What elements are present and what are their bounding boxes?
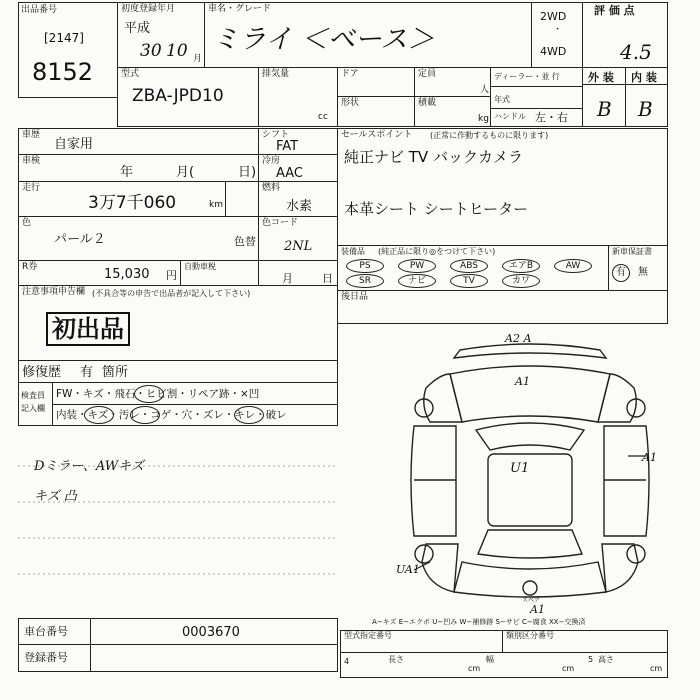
capacity-label: 定員 <box>418 69 437 79</box>
inspection-label: 車検 <box>22 156 41 166</box>
color-change-label: 色替 <box>234 235 256 248</box>
model-year-label: 年式 <box>494 95 510 104</box>
warranty-yes: 有 <box>616 267 626 278</box>
repair-value: 有 <box>80 365 94 380</box>
month-unit: 月 <box>193 54 203 64</box>
reg-year: 30 <box>140 41 162 61</box>
sales-point-note: (正常に作動するものに限ります) <box>430 131 549 140</box>
reg-month: 10 <box>166 41 188 61</box>
equipment-note: (純正品に限り◎をつけて下さい) <box>378 247 496 256</box>
ruled-lines <box>18 428 348 608</box>
color-label: 色 <box>22 218 32 228</box>
exterior-grade: B <box>597 97 612 121</box>
eval-label: 評 価 点 <box>594 4 635 17</box>
equipment-item-label: SR <box>359 276 371 286</box>
recycle-label: R券 <box>22 262 38 272</box>
aircon-value: AAC <box>276 166 303 181</box>
capacity-unit: 人 <box>480 85 490 95</box>
dealer-label: ディーラー・並 行 <box>494 72 560 81</box>
mark-right: A1 <box>642 451 657 464</box>
fuel-value: 水素 <box>286 199 313 214</box>
legend: A−キズ E−エクボ U−凹み W−補修跡 S−サビ C−腐食 XX−交換済 <box>372 618 586 626</box>
equipment-item <box>398 274 436 288</box>
rear-item-box <box>337 290 668 324</box>
aircon-label: 冷房 <box>262 156 281 166</box>
displacement-label: 排気量 <box>262 69 290 79</box>
declaration-note: (不具合等の申告で出品者が記入して下さい) <box>92 289 251 298</box>
first-listing-stamp: 初出品 <box>46 312 130 346</box>
model-spec-label: 型式指定番号 <box>344 631 392 640</box>
model-code: ZBA-JPD10 <box>132 86 224 106</box>
num4: 4 <box>344 657 350 666</box>
mark-left: UA1 <box>396 563 420 576</box>
reg-no-label: 登録番号 <box>24 651 68 664</box>
rear-item-label: 後日品 <box>341 292 369 302</box>
tax-month: 月 <box>282 272 293 285</box>
lot-number: 8152 <box>32 58 94 86</box>
equipment-item <box>502 274 540 288</box>
drive-dot: ・ <box>553 25 563 35</box>
equipment-item <box>554 259 592 273</box>
equipment-item <box>346 274 384 288</box>
declaration-label: 注意事項申告欄 <box>22 287 86 297</box>
repair-label: 修復歴 <box>22 365 62 380</box>
tax-label: 自動車税 <box>184 262 216 271</box>
recycle-unit: 円 <box>166 269 177 282</box>
width-cm: cm <box>562 664 575 673</box>
inspection-day: 日) <box>238 165 257 180</box>
equipment-item-label: AW <box>565 261 581 271</box>
spare-label: スペア <box>522 597 541 604</box>
equipment-item-label: TV <box>463 276 475 286</box>
drive-2wd: 2WD <box>540 10 567 23</box>
interior-items: 内装・キズ・汚レ・コゲ・穴・ズレ・キレ・破レ <box>56 409 287 421</box>
class-label: 類別区分番号 <box>506 631 554 640</box>
warranty-no: 無 <box>638 267 648 278</box>
mileage-unit: km <box>209 200 223 210</box>
equipment-item-label: ABS <box>460 261 478 271</box>
fuel-label: 燃料 <box>262 183 281 193</box>
handwritten-note-1: Dミラー、AWキズ <box>34 459 144 474</box>
sales-point-box <box>337 128 668 246</box>
sales-line-2: 本革シート シートヒーター <box>344 200 529 218</box>
inspection-month: 月( <box>176 165 195 180</box>
equipment-item <box>398 259 436 273</box>
equipment-item <box>502 259 540 273</box>
cc-unit: cc <box>318 112 328 122</box>
equipment-item <box>346 259 384 273</box>
chassis-value: 0003670 <box>182 625 240 640</box>
entry-label: 記入欄 <box>21 404 45 413</box>
color-code-label: 色コード <box>262 218 299 228</box>
circled-stain <box>130 406 160 424</box>
usage-label: 車歴 <box>22 130 41 140</box>
doors-label: ドア <box>341 69 359 79</box>
height-label: 高さ <box>598 655 614 664</box>
exterior-label: 外 装 <box>588 71 614 84</box>
equipment-item-label: エアB <box>508 261 534 271</box>
inspector-items: FW・キズ・飛石・ヒビ割・リペア跡・×凹 <box>56 388 260 400</box>
equipment-label: 装備品 <box>341 247 365 256</box>
handle-label: ハンドル <box>494 112 526 121</box>
era: 平成 <box>124 21 151 36</box>
circled-slip <box>234 406 264 424</box>
sales-line-1: 純正ナビ TV バックカメラ <box>344 148 523 166</box>
length-cm: cm <box>468 664 481 673</box>
height-cm: cm <box>650 664 663 673</box>
color-value: パール２ <box>54 232 106 247</box>
mark-roof: U1 <box>510 461 530 476</box>
handle-lr: 左・右 <box>535 111 568 124</box>
equipment-item <box>450 274 488 288</box>
mark-bottom: A1 <box>530 603 545 616</box>
drive-4wd: 4WD <box>540 45 567 58</box>
car-grade-label: 車名・グレード <box>208 4 272 14</box>
circled-chip <box>134 385 164 403</box>
car-damage-diagram <box>400 330 660 610</box>
handwritten-note-2: キズ 凸 <box>34 489 77 504</box>
interior-grade: B <box>638 97 653 121</box>
mark-hood: A1 <box>515 375 530 388</box>
repair-location: 箇所 <box>102 365 129 380</box>
shift-value: FAT <box>276 139 299 154</box>
lot-bracket: [2147] <box>44 31 84 45</box>
mileage-label: 走行 <box>22 183 41 193</box>
num5: 5 <box>588 655 594 664</box>
lot-label: 出品番号 <box>21 5 58 15</box>
equipment-item-label: ナビ <box>407 276 427 286</box>
circled-scratch <box>84 406 114 424</box>
inspector-label: 検査員 <box>21 391 45 400</box>
shift-label: シフト <box>262 130 290 140</box>
mark-top: A2 A <box>505 332 532 345</box>
model-label: 型式 <box>121 69 140 79</box>
load-unit: kg <box>478 114 489 124</box>
recycle-value: 15,030 <box>104 267 150 282</box>
tax-day: 日 <box>322 272 333 285</box>
color-code-value: 2NL <box>284 239 313 254</box>
chassis-label: 車台番号 <box>24 625 68 638</box>
first-reg-label: 初度登録年月 <box>121 4 176 14</box>
usage-value: 自家用 <box>54 137 94 152</box>
interior-label: 内 装 <box>631 71 657 84</box>
equipment-item-label: PS <box>359 261 371 271</box>
equipment-item-label: カワ <box>511 276 531 286</box>
warranty-label: 新車保証書 <box>612 247 652 256</box>
eval-score: 4.5 <box>620 40 652 64</box>
inspection-year: 年 <box>120 165 134 180</box>
car-name: ミライ ＜ベース＞ <box>212 24 435 55</box>
load-label: 積載 <box>418 98 437 108</box>
width-label: 幅 <box>486 655 494 664</box>
shape-label: 形状 <box>341 98 360 108</box>
equipment-item-label: PW <box>409 261 425 271</box>
equipment-item <box>450 259 488 273</box>
sales-point-label: セールスポイント <box>341 130 413 140</box>
mileage-value: 3万7千060 <box>88 193 177 213</box>
length-label: 長さ <box>388 655 404 664</box>
